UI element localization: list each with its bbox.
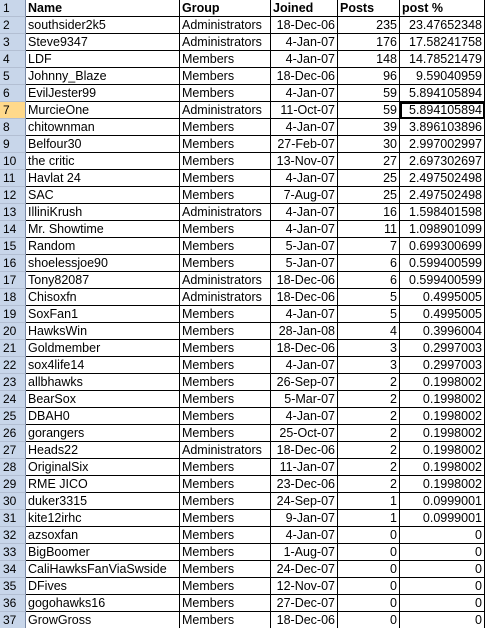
cell-posts[interactable]: 235: [338, 17, 400, 34]
table-row: [0, 493, 487, 510]
cell-post-pct[interactable]: 0: [400, 578, 485, 595]
cell-group[interactable]: Members: [180, 153, 271, 170]
cell-group[interactable]: Members: [180, 595, 271, 612]
cell-post-pct[interactable]: 0.2997003: [400, 340, 485, 357]
cell-post-pct[interactable]: 0: [400, 595, 485, 612]
cell-group[interactable]: Members: [180, 425, 271, 442]
cell-post-pct[interactable]: 2.997002997: [400, 136, 485, 153]
cell-name[interactable]: SAC: [26, 187, 180, 204]
cell-group[interactable]: Administrators: [180, 204, 271, 221]
row-number[interactable]: 22: [0, 357, 26, 374]
cell-group[interactable]: Members: [180, 561, 271, 578]
cell-group[interactable]: Members: [180, 493, 271, 510]
table-row: [0, 221, 487, 238]
cell-name[interactable]: Mr. Showtime: [26, 221, 180, 238]
cell-joined[interactable]: 18-Dec-06: [271, 442, 338, 459]
cell-joined[interactable]: 28-Jan-08: [271, 323, 338, 340]
cell-joined[interactable]: 4-Jan-07: [271, 306, 338, 323]
row-number[interactable]: 8: [0, 119, 26, 136]
cell-name[interactable]: chitownman: [26, 119, 180, 136]
cell-joined[interactable]: 5-Jan-07: [271, 255, 338, 272]
cell-joined[interactable]: 4-Jan-07: [271, 204, 338, 221]
cell-group[interactable]: Members: [180, 357, 271, 374]
cell-name[interactable]: gorangers: [26, 425, 180, 442]
cell-post-pct[interactable]: 0.1998002: [400, 476, 485, 493]
cell-name[interactable]: SoxFan1: [26, 306, 180, 323]
row-number[interactable]: 15: [0, 238, 26, 255]
cell-post-pct[interactable]: 2.497502498: [400, 170, 485, 187]
cell-name[interactable]: OriginalSix: [26, 459, 180, 476]
cell-group[interactable]: Administrators: [180, 442, 271, 459]
cell-post-pct[interactable]: 0.1998002: [400, 442, 485, 459]
cell-name[interactable]: sox4life14: [26, 357, 180, 374]
cell-posts[interactable]: 4: [338, 323, 400, 340]
cell-joined[interactable]: 4-Jan-07: [271, 51, 338, 68]
cell-joined[interactable]: 4-Jan-07: [271, 119, 338, 136]
cell-name[interactable]: Tony82087: [26, 272, 180, 289]
row-number[interactable]: 19: [0, 306, 26, 323]
cell-post-pct[interactable]: 0.3996004: [400, 323, 485, 340]
cell-joined[interactable]: 18-Dec-06: [271, 272, 338, 289]
cell-name[interactable]: MurcieOne: [26, 102, 180, 119]
table-row: [0, 17, 487, 34]
cell-group[interactable]: Members: [180, 340, 271, 357]
cell-name[interactable]: GrowGross: [26, 612, 180, 628]
cell-posts[interactable]: 0: [338, 527, 400, 544]
cell-joined[interactable]: 23-Dec-06: [271, 476, 338, 493]
cell-post-pct[interactable]: 0: [400, 612, 485, 628]
table-row: [0, 595, 487, 612]
cell-post-pct[interactable]: 0.4995005: [400, 306, 485, 323]
cell-name[interactable]: DFives: [26, 578, 180, 595]
row-number[interactable]: 12: [0, 187, 26, 204]
row-number[interactable]: 16: [0, 255, 26, 272]
cell-joined[interactable]: 4-Jan-07: [271, 357, 338, 374]
row-number[interactable]: 14: [0, 221, 26, 238]
table-row: [0, 442, 487, 459]
cell-post-pct[interactable]: 5.894105894: [400, 102, 485, 119]
cell-joined[interactable]: 7-Aug-07: [271, 187, 338, 204]
row-number[interactable]: 30: [0, 493, 26, 510]
cell-name[interactable]: kite12irhc: [26, 510, 180, 527]
row-number[interactable]: 29: [0, 476, 26, 493]
cell-group[interactable]: Members: [180, 459, 271, 476]
cell-joined[interactable]: 25-Oct-07: [271, 425, 338, 442]
header-joined[interactable]: Joined: [271, 0, 338, 17]
row-number[interactable]: 1: [0, 0, 26, 17]
cell-joined[interactable]: 4-Jan-07: [271, 34, 338, 51]
cell-joined[interactable]: 27-Feb-07: [271, 136, 338, 153]
cell-posts[interactable]: 27: [338, 153, 400, 170]
cell-group[interactable]: Administrators: [180, 272, 271, 289]
cell-posts[interactable]: 25: [338, 187, 400, 204]
table-row: [0, 136, 487, 153]
row-number[interactable]: 33: [0, 544, 26, 561]
cell-name[interactable]: duker3315: [26, 493, 180, 510]
table-row: [0, 238, 487, 255]
table-row: [0, 374, 487, 391]
cell-group[interactable]: Members: [180, 374, 271, 391]
cell-group[interactable]: Members: [180, 119, 271, 136]
cell-joined[interactable]: 4-Jan-07: [271, 170, 338, 187]
cell-group[interactable]: Members: [180, 187, 271, 204]
cell-posts[interactable]: 30: [338, 136, 400, 153]
table-row: [0, 153, 487, 170]
row-number[interactable]: 5: [0, 68, 26, 85]
table-row: [0, 340, 487, 357]
cell-posts[interactable]: 16: [338, 204, 400, 221]
table-row: [0, 85, 487, 102]
row-number[interactable]: 25: [0, 408, 26, 425]
cell-posts[interactable]: 3: [338, 340, 400, 357]
cell-posts[interactable]: 6: [338, 272, 400, 289]
cell-joined[interactable]: 18-Dec-06: [271, 68, 338, 85]
row-number[interactable]: 7: [0, 102, 26, 119]
cell-group[interactable]: Members: [180, 544, 271, 561]
cell-posts[interactable]: 0: [338, 544, 400, 561]
cell-post-pct[interactable]: 9.59040959: [400, 68, 485, 85]
cell-group[interactable]: Members: [180, 391, 271, 408]
header-post-pct[interactable]: post %: [400, 0, 485, 17]
cell-group[interactable]: Members: [180, 221, 271, 238]
table-row: [0, 561, 487, 578]
cell-name[interactable]: DBAH0: [26, 408, 180, 425]
cell-posts[interactable]: 2: [338, 476, 400, 493]
cell-post-pct[interactable]: 0.4995005: [400, 289, 485, 306]
cell-name[interactable]: EvilJester99: [26, 85, 180, 102]
cell-joined[interactable]: 18-Dec-06: [271, 340, 338, 357]
table-row: [0, 187, 487, 204]
table-row: [0, 612, 487, 628]
cell-posts[interactable]: 2: [338, 459, 400, 476]
cell-posts[interactable]: 11: [338, 221, 400, 238]
row-number[interactable]: 17: [0, 272, 26, 289]
cell-name[interactable]: BigBoomer: [26, 544, 180, 561]
cell-name[interactable]: Johnny_Blaze: [26, 68, 180, 85]
cell-name[interactable]: shoelessjoe90: [26, 255, 180, 272]
cell-group[interactable]: Members: [180, 476, 271, 493]
cell-group[interactable]: Members: [180, 136, 271, 153]
cell-post-pct[interactable]: 2.697302697: [400, 153, 485, 170]
cell-posts[interactable]: 0: [338, 578, 400, 595]
cell-posts[interactable]: 0: [338, 612, 400, 628]
cell-posts[interactable]: 0: [338, 595, 400, 612]
cell-joined[interactable]: 4-Jan-07: [271, 85, 338, 102]
cell-post-pct[interactable]: 17.58241758: [400, 34, 485, 51]
cell-post-pct[interactable]: 0.1998002: [400, 425, 485, 442]
cell-joined[interactable]: 24-Sep-07: [271, 493, 338, 510]
cell-post-pct[interactable]: 0.1998002: [400, 374, 485, 391]
table-row: [0, 527, 487, 544]
header-row: [0, 0, 487, 17]
cell-post-pct[interactable]: 0.0999001: [400, 510, 485, 527]
row-number[interactable]: 2: [0, 17, 26, 34]
cell-posts[interactable]: 2: [338, 374, 400, 391]
table-row: [0, 204, 487, 221]
cell-name[interactable]: Random: [26, 238, 180, 255]
cell-group[interactable]: Administrators: [180, 289, 271, 306]
cell-joined[interactable]: 12-Nov-07: [271, 578, 338, 595]
cell-group[interactable]: Members: [180, 323, 271, 340]
row-number[interactable]: 13: [0, 204, 26, 221]
cell-name[interactable]: RME JICO: [26, 476, 180, 493]
row-number[interactable]: 32: [0, 527, 26, 544]
cell-name[interactable]: BearSox: [26, 391, 180, 408]
table-row: [0, 323, 487, 340]
header-posts[interactable]: Posts: [338, 0, 400, 17]
cell-post-pct[interactable]: 0.2997003: [400, 357, 485, 374]
table-row: [0, 255, 487, 272]
row-number[interactable]: 31: [0, 510, 26, 527]
cell-group[interactable]: Members: [180, 510, 271, 527]
cell-post-pct[interactable]: 0.0999001: [400, 493, 485, 510]
table-row: [0, 102, 487, 119]
row-number[interactable]: 10: [0, 153, 26, 170]
cell-joined[interactable]: 24-Dec-07: [271, 561, 338, 578]
cell-name[interactable]: Havlat 24: [26, 170, 180, 187]
table-row: [0, 459, 487, 476]
row-number[interactable]: 9: [0, 136, 26, 153]
cell-posts[interactable]: 59: [338, 85, 400, 102]
cell-group[interactable]: Members: [180, 85, 271, 102]
cell-group[interactable]: Members: [180, 255, 271, 272]
header-name[interactable]: Name: [26, 0, 180, 17]
cell-name[interactable]: southsider2k5: [26, 17, 180, 34]
header-group[interactable]: Group: [180, 0, 271, 17]
table-row: [0, 425, 487, 442]
cell-post-pct[interactable]: 0.1998002: [400, 391, 485, 408]
cell-post-pct[interactable]: 1.098901099: [400, 221, 485, 238]
cell-joined[interactable]: 11-Oct-07: [271, 102, 338, 119]
cell-group[interactable]: Members: [180, 51, 271, 68]
row-number[interactable]: 23: [0, 374, 26, 391]
cell-joined[interactable]: 26-Sep-07: [271, 374, 338, 391]
cell-group[interactable]: Members: [180, 408, 271, 425]
cell-name[interactable]: Steve9347: [26, 34, 180, 51]
cell-posts[interactable]: 5: [338, 289, 400, 306]
cell-posts[interactable]: 2: [338, 408, 400, 425]
row-number[interactable]: 36: [0, 595, 26, 612]
cell-name[interactable]: Goldmember: [26, 340, 180, 357]
cell-joined[interactable]: 27-Dec-07: [271, 595, 338, 612]
row-number[interactable]: 34: [0, 561, 26, 578]
cell-name[interactable]: CaliHawksFanViaSwside: [26, 561, 180, 578]
cell-joined[interactable]: 1-Aug-07: [271, 544, 338, 561]
table-row: [0, 391, 487, 408]
cell-joined[interactable]: 5-Mar-07: [271, 391, 338, 408]
cell-group[interactable]: Members: [180, 306, 271, 323]
cell-group[interactable]: Administrators: [180, 102, 271, 119]
table-row: [0, 170, 487, 187]
row-number[interactable]: 28: [0, 459, 26, 476]
table-row: [0, 544, 487, 561]
row-number[interactable]: 35: [0, 578, 26, 595]
cell-post-pct[interactable]: 5.894105894: [400, 85, 485, 102]
row-number[interactable]: 21: [0, 340, 26, 357]
cell-posts[interactable]: 148: [338, 51, 400, 68]
table-row: [0, 510, 487, 527]
cell-post-pct[interactable]: 0.599400599: [400, 272, 485, 289]
cell-posts[interactable]: 3: [338, 357, 400, 374]
cell-name[interactable]: Heads22: [26, 442, 180, 459]
cell-name[interactable]: gogohawks16: [26, 595, 180, 612]
table-row: [0, 408, 487, 425]
cell-post-pct[interactable]: 0: [400, 561, 485, 578]
cell-group[interactable]: Members: [180, 170, 271, 187]
table-row: [0, 272, 487, 289]
table-row: [0, 357, 487, 374]
cell-post-pct[interactable]: 0: [400, 544, 485, 561]
cell-posts[interactable]: 0: [338, 561, 400, 578]
row-number[interactable]: 20: [0, 323, 26, 340]
cell-post-pct[interactable]: 0.1998002: [400, 408, 485, 425]
table-row: [0, 119, 487, 136]
cell-posts[interactable]: 6: [338, 255, 400, 272]
cell-name[interactable]: Chisoxfn: [26, 289, 180, 306]
table-row: [0, 306, 487, 323]
cell-posts[interactable]: 96: [338, 68, 400, 85]
table-row: [0, 289, 487, 306]
cell-post-pct[interactable]: 23.47652348: [400, 17, 485, 34]
cell-post-pct[interactable]: 0.599400599: [400, 255, 485, 272]
cell-joined[interactable]: 18-Dec-06: [271, 612, 338, 628]
cell-posts[interactable]: 2: [338, 442, 400, 459]
cell-name[interactable]: allbhawks: [26, 374, 180, 391]
row-number[interactable]: 3: [0, 34, 26, 51]
cell-group[interactable]: Members: [180, 612, 271, 628]
cell-posts[interactable]: 25: [338, 170, 400, 187]
cell-joined[interactable]: 4-Jan-07: [271, 527, 338, 544]
cell-posts[interactable]: 176: [338, 34, 400, 51]
cell-group[interactable]: Administrators: [180, 17, 271, 34]
row-number[interactable]: 6: [0, 85, 26, 102]
row-number[interactable]: 27: [0, 442, 26, 459]
cell-joined[interactable]: 13-Nov-07: [271, 153, 338, 170]
cell-name[interactable]: azsoxfan: [26, 527, 180, 544]
cell-post-pct[interactable]: 2.497502498: [400, 187, 485, 204]
cell-posts[interactable]: 7: [338, 238, 400, 255]
cell-joined[interactable]: 18-Dec-06: [271, 17, 338, 34]
cell-name[interactable]: Belfour30: [26, 136, 180, 153]
table-row: [0, 51, 487, 68]
cell-posts[interactable]: 2: [338, 425, 400, 442]
row-number[interactable]: 37: [0, 612, 26, 628]
cell-posts[interactable]: 59: [338, 102, 400, 119]
table-row: [0, 34, 487, 51]
cell-posts[interactable]: 1: [338, 493, 400, 510]
cell-joined[interactable]: 9-Jan-07: [271, 510, 338, 527]
cell-name[interactable]: the critic: [26, 153, 180, 170]
cell-joined[interactable]: 18-Dec-06: [271, 289, 338, 306]
cell-joined[interactable]: 4-Jan-07: [271, 408, 338, 425]
row-number[interactable]: 4: [0, 51, 26, 68]
table-row: [0, 578, 487, 595]
cell-group[interactable]: Members: [180, 527, 271, 544]
row-number[interactable]: 11: [0, 170, 26, 187]
row-number[interactable]: 24: [0, 391, 26, 408]
cell-joined[interactable]: 4-Jan-07: [271, 221, 338, 238]
table-row: [0, 476, 487, 493]
cell-post-pct[interactable]: 14.78521479: [400, 51, 485, 68]
cell-name[interactable]: HawksWin: [26, 323, 180, 340]
row-number[interactable]: 18: [0, 289, 26, 306]
cell-joined[interactable]: 11-Jan-07: [271, 459, 338, 476]
cell-post-pct[interactable]: 0: [400, 527, 485, 544]
cell-post-pct[interactable]: 1.598401598: [400, 204, 485, 221]
table-row: [0, 68, 487, 85]
cell-post-pct[interactable]: 0.1998002: [400, 459, 485, 476]
cell-post-pct[interactable]: 3.896103896: [400, 119, 485, 136]
cell-posts[interactable]: 39: [338, 119, 400, 136]
cell-posts[interactable]: 2: [338, 391, 400, 408]
cell-group[interactable]: Members: [180, 68, 271, 85]
cell-name[interactable]: LDF: [26, 51, 180, 68]
cell-posts[interactable]: 5: [338, 306, 400, 323]
cell-joined[interactable]: 5-Jan-07: [271, 238, 338, 255]
cell-name[interactable]: IlliniKrush: [26, 204, 180, 221]
cell-group[interactable]: Administrators: [180, 34, 271, 51]
cell-group[interactable]: Members: [180, 238, 271, 255]
cell-post-pct[interactable]: 0.699300699: [400, 238, 485, 255]
cell-posts[interactable]: 1: [338, 510, 400, 527]
row-number[interactable]: 26: [0, 425, 26, 442]
cell-group[interactable]: Members: [180, 578, 271, 595]
